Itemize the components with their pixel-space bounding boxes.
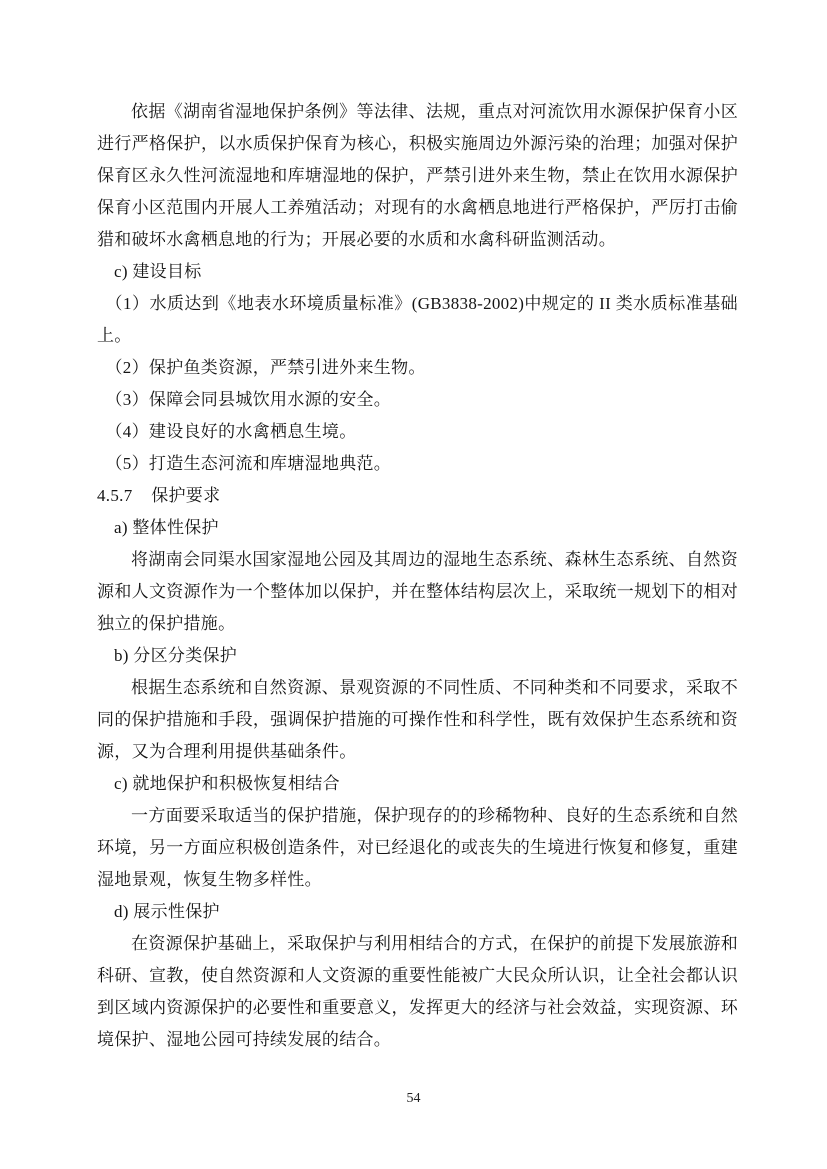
list-item: （5）打造生态河流和库塘湿地典范。 bbox=[105, 454, 392, 473]
letter-heading: c) 建设目标 bbox=[114, 262, 202, 281]
list-item: （1）水质达到《地表水环境质量标准》(GB3838-2002)中规定的 II 类水质标准基础上。 bbox=[97, 294, 738, 345]
section-heading bbox=[97, 480, 738, 512]
letter-heading: b) 分区分类保护 bbox=[114, 646, 238, 665]
paragraph: 将湖南会同渠水国家湿地公园及其周边的湿地生态系统、森林生态系统、自然资源和人文资源作为一个整体加以保护，并在整体结构层次上，采取统一规划下的相对独立的保护措施。 bbox=[97, 550, 738, 633]
letter-heading: d) 展示性保护 bbox=[114, 902, 220, 921]
paragraph: 在资源保护基础上，采取保护与利用相结合的方式，在保护的前提下发展旅游和科研、宣教，使自然资源和人文资源的重要性能被广大民众所认识，让全社会都认识到区域内资源保护的必要性和重要意义，发挥更大的经济与社会效益，实现资源、环境保护、湿地公园可持续发展的结合。 bbox=[97, 934, 738, 1049]
paragraph: 根据生态系统和自然资源、景观资源的不同性质、不同种类和不同要求，采取不同的保护措施和手段，强调保护措施的可操作性和科学性，既有效保护生态系统和资源，又为合理利用提供基础条件。 bbox=[97, 678, 738, 761]
paragraph: 依据《湖南省湿地保护条例》等法律、法规，重点对河流饮用水源保护保育小区进行严格保护，以水质保护保育为核心，积极实施周边外源污染的治理；加强对保护保育区永久性河流湿地和库塘湿地的保护，严禁引进外来生物，禁止在饮用水源保护保育小区范围内开展人工养殖活动；对现有的水禽栖息地进行严格保护，严厉打击偷猎和破坏水禽栖息地的行为；开展必要的水质和水禽科研监测活动。 bbox=[97, 102, 738, 249]
list-item: （2）保护鱼类资源，严禁引进外来生物。 bbox=[105, 358, 426, 377]
section-number: 4.5.7 bbox=[97, 486, 133, 505]
letter-heading: a) 整体性保护 bbox=[114, 518, 219, 537]
page-footer bbox=[0, 1089, 827, 1109]
letter-heading: c) 就地保护和积极恢复相结合 bbox=[114, 774, 340, 793]
document-body bbox=[97, 96, 738, 1056]
section-title: 保护要求 bbox=[151, 486, 221, 505]
list-item: （3）保障会同县城饮用水源的安全。 bbox=[105, 390, 392, 409]
page-number: 54 bbox=[406, 1091, 421, 1106]
list-item: （4）建设良好的水禽栖息生境。 bbox=[105, 422, 357, 441]
paragraph: 一方面要采取适当的保护措施，保护现存的的珍稀物种、良好的生态系统和自然环境，另一方面应积极创造条件，对已经退化的或丧失的生境进行恢复和修复，重建湿地景观，恢复生物多样性。 bbox=[97, 806, 738, 889]
